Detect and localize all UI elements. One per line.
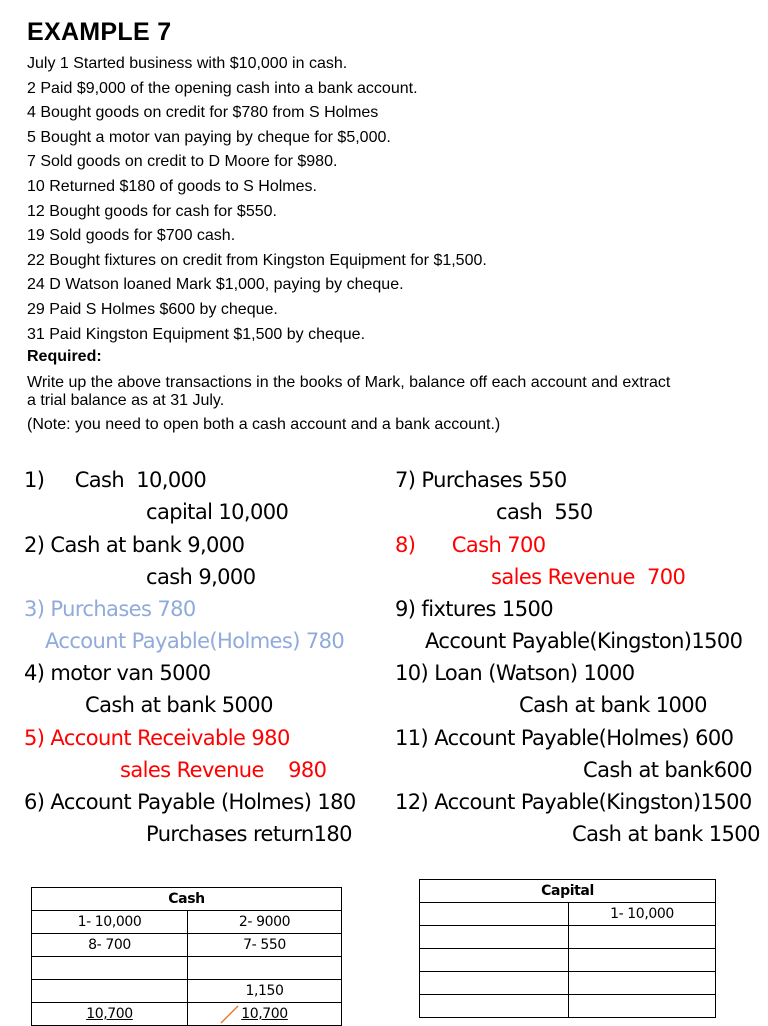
transaction-line: 12 Bought goods for cash for $550. — [27, 202, 277, 220]
capital-account-title: Capital — [420, 880, 716, 903]
transaction-line: 31 Paid Kingston Equipment $1,500 by cheque. — [27, 325, 366, 343]
entry-12-credit: Cash at bank 1500 — [572, 822, 760, 846]
required-label: Required: — [27, 348, 102, 365]
capital-debit-cell — [420, 995, 569, 1018]
capital-debit-cell — [420, 949, 569, 972]
entry-6-credit: Purchases return180 — [146, 822, 352, 846]
cash-debit-total: 10,700 — [32, 1003, 188, 1026]
entry-5-credit: sales Revenue 980 — [120, 758, 327, 782]
cash-credit-cell — [188, 957, 342, 980]
capital-debit-cell — [420, 903, 569, 926]
entry-8-debit: 8) Cash 700 — [395, 533, 546, 557]
capital-credit-cell — [569, 926, 716, 949]
transaction-line: 24 D Watson loaned Mark $1,000, paying by cheque. — [27, 276, 404, 294]
entry-7-credit: cash 550 — [496, 500, 593, 524]
entry-12-debit: 12) Account Payable(Kingston)1500 — [395, 790, 752, 814]
transaction-line: 4 Bought goods on credit for $780 from S Holmes — [27, 104, 379, 122]
capital-credit-cell — [569, 995, 716, 1018]
capital-credit-cell — [569, 972, 716, 995]
required-text: Write up the above transactions in the books of Mark, balance off each account and extract a trial balance as at 31 July. — [27, 374, 671, 409]
capital-credit-cell: 1- 10,000 — [569, 903, 716, 926]
transaction-line: 2 Paid $9,000 of the opening cash into a bank account. — [27, 79, 418, 97]
capital-account-table — [419, 879, 716, 1018]
transaction-line: 10 Returned $180 of goods to S Holmes. — [27, 177, 317, 195]
transaction-list — [27, 54, 487, 349]
entry-8-credit: sales Revenue 700 — [491, 565, 686, 589]
transaction-line: 7 Sold goods on credit to D Moore for $980. — [27, 153, 338, 171]
note-text: (Note: you need to open both a cash account and a bank account.) — [27, 416, 501, 433]
cash-balance-cell: 1,150 — [188, 980, 342, 1003]
transaction-line: July 1 Started business with $10,000 in cash. — [27, 55, 348, 72]
entry-4-debit: 4) motor van 5000 — [24, 661, 211, 685]
capital-debit-cell — [420, 972, 569, 995]
entry-1-debit: 1) Cash 10,000 — [24, 468, 207, 492]
cash-debit-cell — [32, 980, 188, 1003]
cash-debit-cell: 8- 700 — [32, 934, 188, 957]
transaction-line: 19 Sold goods for $700 cash. — [27, 227, 236, 245]
entry-3-credit: Account Payable(Holmes) 780 — [45, 629, 345, 653]
entry-9-credit: Account Payable(Kingston)1500 — [425, 629, 743, 653]
entry-2-credit: cash 9,000 — [146, 565, 256, 589]
transaction-line: 29 Paid S Holmes $600 by cheque. — [27, 300, 278, 318]
entry-6-debit: 6) Account Payable (Holmes) 180 — [24, 790, 356, 814]
cash-debit-cell — [32, 957, 188, 980]
cash-credit-cell: 2- 9000 — [188, 911, 342, 934]
entry-10-credit: Cash at bank 1000 — [519, 693, 707, 717]
transaction-line: 5 Bought a motor van paying by cheque for $5,000. — [27, 128, 391, 146]
entry-11-credit: Cash at bank600 — [583, 758, 752, 782]
cash-account-table — [31, 887, 342, 1026]
cash-account-title: Cash — [32, 888, 342, 911]
entry-10-debit: 10) Loan (Watson) 1000 — [395, 661, 635, 685]
entry-11-debit: 11) Account Payable(Holmes) 600 — [395, 726, 734, 750]
cash-debit-cell: 1- 10,000 — [32, 911, 188, 934]
capital-credit-cell — [569, 949, 716, 972]
entry-9-debit: 9) fixtures 1500 — [395, 597, 553, 621]
entry-1-credit: capital 10,000 — [146, 500, 289, 524]
capital-debit-cell — [420, 926, 569, 949]
entry-2-debit: 2) Cash at bank 9,000 — [24, 533, 245, 557]
balance-slash-mark — [218, 1004, 242, 1024]
cash-credit-cell: 7- 550 — [188, 934, 342, 957]
entry-4-credit: Cash at bank 5000 — [85, 693, 273, 717]
entry-3-debit: 3) Purchases 780 — [24, 597, 196, 621]
cash-credit-total: 10,700 — [188, 1003, 342, 1026]
page-title: EXAMPLE 7 — [27, 18, 172, 46]
transaction-line: 22 Bought fixtures on credit from Kingston Equipment for $1,500. — [27, 251, 487, 269]
entry-7-debit: 7) Purchases 550 — [395, 468, 567, 492]
entry-5-debit: 5) Account Receivable 980 — [24, 726, 290, 750]
